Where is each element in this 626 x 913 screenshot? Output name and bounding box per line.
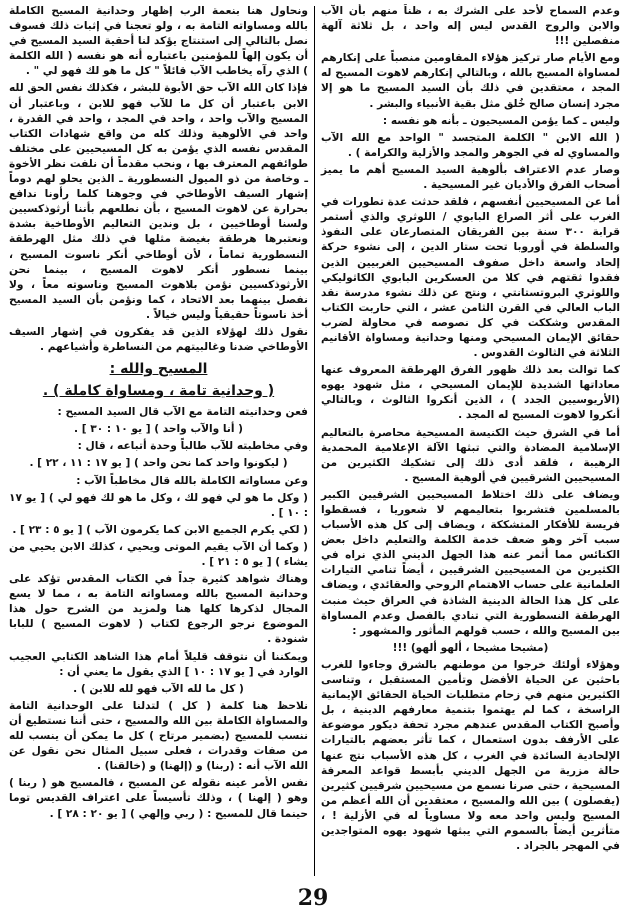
quote-line: (مشيحا مشيحا ، ألهو ألهو) !!! — [392, 641, 549, 654]
section-heading: المسيح والله : — [109, 361, 208, 378]
paragraph: وهناك شواهد كثيرة جداً في الكتاب المقدس تؤكد على وحدانية المسيح بالله ومساواته التامة به ، مما لا يسع المجال لذكرها كلها هنا ولمزيد من الشرح حول هذا الموضوع نرجو الرجوع لكتاب ( لاهوت المسيح ) للبابا شنودة . — [9, 573, 308, 646]
section-subheading: ( وحدانية تامة ، ومساواة كاملة ) . — [42, 383, 275, 400]
paragraph: فعن وحدانيته التامة مع الآب قال السيد المسيح : — [57, 406, 308, 419]
paragraph: وعدم السماح لأحد على الشرك به ، ظناً منهم بأن الآب والابن والروح القدس ليس إله واحد ، بل ثلاثة آلهة منفصلين !!! — [321, 5, 620, 48]
paragraph: ويضاف على ذلك اختلاط المسيحيين الشرقيين الكبير بالمسلمين فتشربوا بتعاليمهم لا شعوريا ، فسقطوا فريسة للأفكار المتشككة ، ويضاف إلى كل هذه الأسباب سبب آخر وهو ضعف خدمة الكلمة والتعليم داخل بعض الكنائس مما أثمر عنه هذا الجهل الديني الذي نراه في الكثيرين من المسيحيين الشرقيين ، أيضاً تنامي التيارات العلمانية على حساب الاهتمام الروحي والعقائدي ، ويضاف على كل هذا الحالة الدينية الشاذة في العراق حيث منبت الهرطقة النسطورية التي تنادي بالفصل وعدم المساواة بين المسيح والله ، حسب قولهم المأثور والمشهور : — [321, 488, 620, 637]
paragraph: نلاحظ هنا كلمة ( كل ) لتدلنا على الوحدانية التامة والمساواة الكاملة بين الله والمسيح ، حتى أننا نستطيع أن ننسب للمسيح (بضمير مرتاح ) كل ما يمكن أن ينسب لله من صفات وقدرات ، فعلى سبيل المثال نحن نقول عن الله الآب أنه : (ربنا) و (إلهنا) و (خالقنا) . — [9, 699, 308, 773]
paragraph: ومع الأيام صار تركيز هؤلاء المقاومين منصباً على إنكارهم لمساواة المسيح بالله ، وبالتالي إنكارهم لاهوت المسيح له المجد ، معتقدين في ذلك بأن السيد المسيح ما هو إلا مجرد إنسان صالح خُلق مثل بقية الأنبياء والبشر . — [321, 52, 620, 110]
paragraph: كما توالت بعد ذلك ظهور الفرق الهرطقة المعروف عنها معاداتها الشديدة للإيمان المسيحي ، مثل شهود يهوه (الأريوسيين الجدد ) ، الذين أنكروا الثالوث ، وبالتالي أنكروا لاهوت المسيح له المجد . — [321, 364, 620, 422]
scripture-quote: ( وكما أن الآب يقيم الموتى ويحيي ، كذلك الابن يحيي من يشاء ) [ يو ٥ : ٢١ ] . — [9, 540, 308, 568]
paragraph: وفي مخاطبته للآب طالباً وحدة أتباعه ، قال : — [77, 440, 308, 453]
paragraph: وصار عدم الاعتراف بألوهية السيد المسيح أهم ما يميز أصحاب الفرق والأديان غير المسيحية . — [321, 163, 620, 192]
paragraph: فإذا كان الله الآب حق الأبوة للبشر ، فكذلك نفس الحق لله الابن باعتبار أن كل ما للآب فهو للابن ، وباعتبار أن المسيح والآب واحد ، واحد في المجد ، واحد في القدرة ، واحد في الألوهية وذلك كله من واقع شهادات الكتاب المقدس نفسه الذي يؤمن به كل المسيحيين على مختلف طوائفهم المعترف بها ، ونحب مقدماً أن نلفت نظر الأخوة ـ وخاصة من ذو الميول النسطورية ـ الذين يحلو لهم دوماً إشهار السيف الأوطاخي في وجوهنا كلما رأونا ندافع بحرارة عن لاهوت المسيح ، بأن نطلعهم بأننا أرثوذكسيين ولسنا أوطاخيين ، بل وندين التعاليم الأوطاخية بشدة ونعتبرها هرطقة بغيضة مثلها في ذلك مثل الهرطقة النسطورية تماماً ، لأن أوطاخي أنكر ناسوت المسيح ، بينما نسطور أنكر لاهوت المسيح ، بينما نحن الأرثوذكسيين نؤمن بلاهوت المسيح وناسوته معاً ، ولا نفصل بينهما بعد الاتحاد ، كما ونؤمن بأن السيد المسيح أخذ ناسوتاً حقيقياً وليس خيالاً . — [9, 82, 308, 321]
page-number: 29 — [297, 885, 329, 911]
scripture-quote: ( لكي يكرم الجميع الابن كما يكرمون الآب ) [ يو ٥ : ٢٣ ] . — [12, 523, 308, 536]
scripture-quote: ( أنا والآب واحد ) [ يو ١٠ : ٣٠ ] . — [73, 423, 244, 436]
scripture-quote: ( كل ما لله الآب فهو لله للابن ) . — [73, 682, 244, 695]
paragraph: ونحاول هنا بنعمة الرب إظهار وحدانية المسيح الكاملة بالله ومساواته التامة به ، ولو تعجنا في إثبات ذلك فسوف نصل بالتالي إلى استنتاج يؤكد لنا أحقية السيد المسيح في أن يكون إلهاً للمؤمنين باعتباره أنه هو نفسه ( الله الكلمة ) الذي رآه يخاطب الآب قائلاً " كل ما هو لك فهو لي " . — [9, 5, 308, 78]
paragraph: وهؤلاء أولئك خرجوا من موطنهم بالشرق وجاءوا للغرب باحثين عن الحياة الأفضل وتأمين المستقبل ، وتناسى الكثيرين منهم في زحام متطلبات الحياة الحقائق الإيمانية الراسخة ، كما لم يهتموا بتنمية معارفهم الدينية ، بل وأصبح الكتاب المقدس عندهم مجرد تحفة ديكور موضوعة على الأرفف بدون استعمال ، كما تأثر بعضهم بالتيارات الإلحادية السائدة في الغرب ، كل هذه الأسباب نتج عنها حالة مزرية من الجهل الديني بأبسط قواعد المعرفة المسيحية ، حتى صرنا نسمع من مسيحيين شرقيين كثيرين (يفصلون ) بين الله والمسيح ، معتقدين أن الله أعظم من المسيح وليس واحد معه ولا مساوياً له في الأزلية ! ، متأثرين أيضاً بالسموم التي يبثها شهود يهوه المتواجدين في المهجر بالجراد . — [321, 658, 620, 853]
paragraph: وليس ـ كما يؤمن المسيحيون ـ بأنه هو نفسه : — [382, 114, 620, 127]
paragraph: أما عن المسيحيين أنفسهم ، فلقد حدثت عدة تطورات في الغرب على أثر الصراع البابوي / اللوثري والذي أستمر قرابة ٣٠٠ سنة بين الفريقان المتصارعان على النفوذ والسلطة في أوروبا تحت ستار الدين ، إلى نشوء حركة إلحاد واسعة داخل صفوف المسيحيين الغربيين الذين فقدوا ثقتهم في كلا من العسكرين البابوي الكاثوليكي واللوثري البروتستانتي ، ونتج عن ذلك نشوء مدرسة نقد الباب العالي في القرن الثامن عشر ، التي حاربت الكتاب المقدس وشككت في كل نصوصه في محاولة لضرب حقائق الإيمان المسيحي ومنها وحدانية ومساواة الأقانيم الثلاثة في الثالوث القدوس . — [321, 196, 620, 360]
scripture-quote: ( ليكونوا واحد كما نحن واحد ) [ يو ١٧ : ١١ ، ٢٢ ] . — [29, 457, 288, 470]
paragraph: ويمكننا أن نتوقف قليلاً أمام هذا الشاهد الكتابي العجيب الوارد في [ يو ١٧ : ١٠ ] الذي يقول ما يعني أن : — [9, 650, 308, 678]
paragraph: أما في الشرق حيث الكنيسة المسيحية محاصرة بالتعاليم الإسلامية المضادة والتي تبثها الآلة الإعلامية المحمدية الرهيبة ، فلقد أدى ذلك إلى تشكيك الكثيرين من المسيحيين الشرقيين في ألوهية المسيح . — [321, 426, 620, 484]
paragraph: نفس الأمر عينه نقوله عن المسيح ، فالمسيح هو ( ربنا ) وهو ( إلهنا ) ، وذلك تأسيساً على اعتراف القديس توما حينما قال للمسيح : ( ربي وإلهي ) [ يو ٢٠ : ٢٨ ] . — [9, 777, 308, 820]
left-column — [9, 4, 314, 884]
paragraph: ( الله الابن " الكلمة المتجسد " الواحد مع الله الآب والمساوي له في الجوهر والمجد والأزلية والكرامة ) . — [321, 131, 620, 159]
paragraph: نقول ذلك لهؤلاء الذين قد يفكرون في إشهار السيف الأوطاخي ضدنا وغالبيتهم من النساطرة وأشياعهم . — [9, 325, 308, 354]
scripture-quote: ( وكل ما هو لي فهو لك ، وكل ما هو لك فهو لي ) [ يو ١٧ : ١٠ ] . — [9, 491, 308, 519]
right-column — [315, 4, 620, 884]
paragraph: وعن مساواته الكاملة بالله قال مخاطباً الآب : — [76, 474, 308, 487]
column-divider — [314, 6, 315, 876]
